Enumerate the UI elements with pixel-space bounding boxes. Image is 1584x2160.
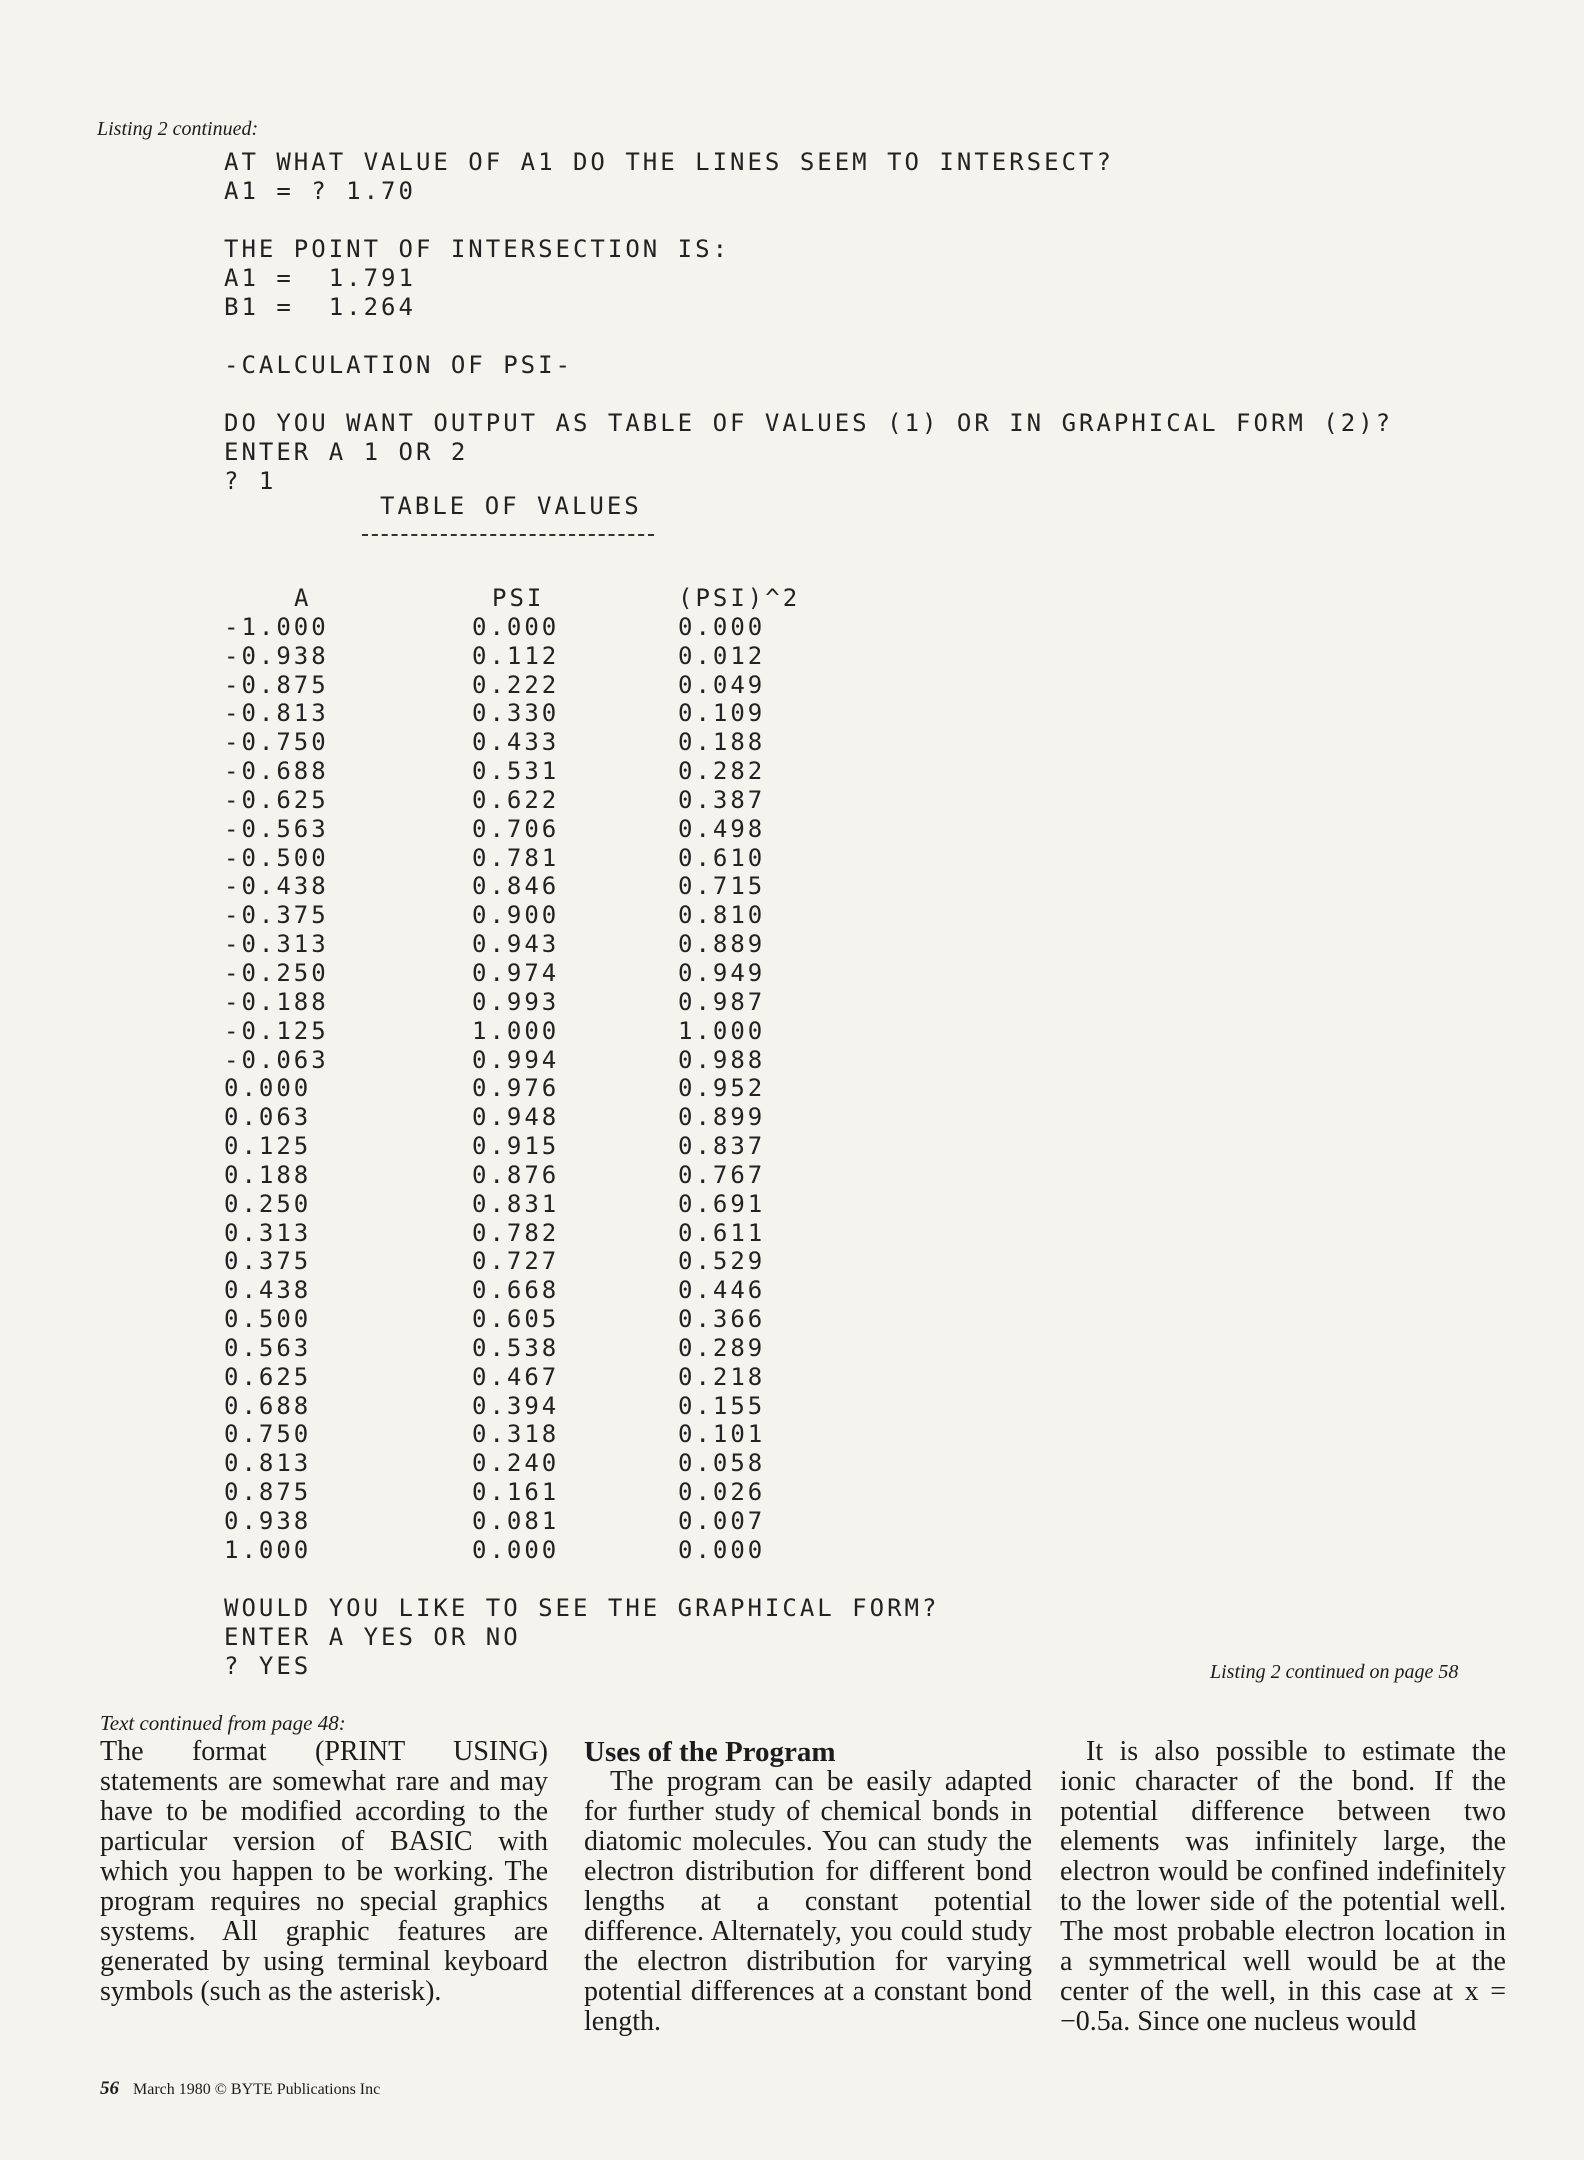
table-row	[224, 815, 818, 844]
cell-a: 0.688	[224, 1391, 312, 1420]
table-row	[224, 1507, 818, 1536]
listing-line: -CALCULATION OF PSI-	[224, 351, 573, 379]
cell-a: -0.688	[224, 757, 329, 786]
table-row	[224, 844, 818, 873]
table-row	[224, 1017, 818, 1046]
table-row	[224, 757, 818, 786]
cell-psi-squared: 0.988	[678, 1045, 766, 1074]
column-3-paragraph: It is also possible to estimate the ionic character of the bond. If the potential difference between two elements was infinitely large, the electron would be confined indefinitely to the lower side of the potential well. The most probable electron location in a symmetrical well would be at the center of the well, in this case at x = −0.5a. Since one nucleus would	[1060, 1736, 1506, 2037]
cell-a: 0.563	[224, 1333, 312, 1362]
cell-psi-squared: 0.026	[678, 1478, 766, 1507]
cell-psi-squared: 0.610	[678, 843, 766, 872]
cell-psi: 0.915	[472, 1132, 560, 1161]
cell-psi-squared: 0.498	[678, 814, 766, 843]
cell-a: 0.500	[224, 1305, 312, 1334]
cell-a: 0.313	[224, 1218, 312, 1247]
cell-psi-squared: 0.012	[678, 641, 766, 670]
cell-a: -0.375	[224, 901, 329, 930]
cell-psi-squared: 0.529	[678, 1247, 766, 1276]
cell-psi: 0.948	[472, 1103, 560, 1132]
cell-psi-squared: 0.987	[678, 987, 766, 1016]
table-row	[224, 930, 818, 959]
cell-psi: 0.831	[472, 1189, 560, 1218]
cell-psi-squared: 0.109	[678, 699, 766, 728]
cell-a: -0.438	[224, 872, 329, 901]
cell-a: -0.938	[224, 641, 329, 670]
listing-line: A1 = 1.791	[224, 264, 416, 292]
column-2	[584, 1737, 1032, 2037]
cell-psi: 0.222	[472, 670, 560, 699]
table-row	[224, 642, 818, 671]
cell-psi: 0.161	[472, 1478, 560, 1507]
column-3	[1060, 1737, 1506, 2037]
listing-line: AT WHAT VALUE OF A1 DO THE LINES SEEM TO INTERSECT?	[224, 148, 1114, 176]
cell-psi: 0.782	[472, 1218, 560, 1247]
cell-psi: 0.538	[472, 1333, 560, 1362]
cell-psi: 0.876	[472, 1160, 560, 1189]
cell-psi-squared: 0.101	[678, 1420, 766, 1449]
table-row	[224, 1334, 818, 1363]
cell-a: 0.125	[224, 1132, 312, 1161]
cell-a: -0.875	[224, 670, 329, 699]
table-row	[224, 1392, 818, 1421]
listing-line: ? YES	[224, 1652, 312, 1680]
cell-a: 0.188	[224, 1160, 312, 1189]
header-a: A	[294, 584, 312, 612]
values-table	[224, 584, 818, 1565]
cell-a: 0.063	[224, 1103, 312, 1132]
cell-psi: 0.000	[472, 612, 560, 641]
table-row	[224, 901, 818, 930]
cell-psi-squared: 0.810	[678, 901, 766, 930]
cell-a: 0.813	[224, 1449, 312, 1478]
cell-psi: 0.622	[472, 785, 560, 814]
cell-psi-squared: 0.387	[678, 785, 766, 814]
table-body	[224, 613, 818, 1565]
table-row	[224, 1247, 818, 1276]
cell-psi-squared: 0.952	[678, 1074, 766, 1103]
cell-a: 0.875	[224, 1478, 312, 1507]
cell-psi: 0.727	[472, 1247, 560, 1276]
cell-a: -0.063	[224, 1045, 329, 1074]
cell-psi: 0.993	[472, 987, 560, 1016]
listing-intro	[224, 148, 1393, 496]
cell-psi: 0.668	[472, 1276, 560, 1305]
cell-psi: 0.081	[472, 1507, 560, 1535]
table-row	[224, 1420, 818, 1449]
listing-line: ? 1	[224, 467, 277, 495]
cell-a: -0.188	[224, 987, 329, 1016]
listing-line: WOULD YOU LIKE TO SEE THE GRAPHICAL FORM?	[224, 1594, 940, 1622]
cell-psi-squared: 0.007	[678, 1507, 766, 1535]
cell-a: 0.000	[224, 1074, 312, 1103]
cell-a: -1.000	[224, 612, 329, 641]
table-row	[224, 1074, 818, 1103]
table-row	[224, 1103, 818, 1132]
table-row	[224, 1305, 818, 1334]
listing-line: A1 = ? 1.70	[224, 177, 416, 205]
listing-caption: Listing 2 continued:	[97, 118, 259, 140]
cell-psi: 0.531	[472, 757, 560, 786]
cell-psi-squared: 1.000	[678, 1016, 766, 1045]
table-row	[224, 671, 818, 700]
cell-psi: 0.974	[472, 958, 560, 987]
header-psi: PSI	[492, 584, 545, 612]
cell-psi-squared: 0.949	[678, 958, 766, 987]
cell-psi: 0.976	[472, 1074, 560, 1103]
cell-psi-squared: 0.058	[678, 1449, 766, 1478]
table-row	[224, 1478, 818, 1507]
cell-psi: 0.943	[472, 930, 560, 959]
cell-psi-squared: 0.155	[678, 1391, 766, 1420]
table-row	[224, 613, 818, 642]
listing-line: ENTER A YES OR NO	[224, 1623, 521, 1651]
column-1	[100, 1737, 548, 2007]
table-row	[224, 786, 818, 815]
cell-a: 0.750	[224, 1420, 312, 1449]
table-row	[224, 1190, 818, 1219]
cell-psi: 0.240	[472, 1449, 560, 1478]
cell-psi-squared: 0.282	[678, 757, 766, 786]
cell-psi-squared: 0.715	[678, 872, 766, 901]
cell-psi-squared: 0.691	[678, 1189, 766, 1218]
cell-psi-squared: 0.188	[678, 728, 766, 757]
cell-a: -0.125	[224, 1016, 329, 1045]
cell-psi-squared: 0.218	[678, 1362, 766, 1391]
text-continued-note: Text continued from page 48:	[100, 1711, 346, 1735]
listing-continued-caption: Listing 2 continued on page 58	[1210, 1661, 1459, 1683]
page-footer	[100, 2078, 380, 2100]
table-row	[224, 1046, 818, 1075]
cell-psi: 0.433	[472, 728, 560, 757]
listing-line: THE POINT OF INTERSECTION IS:	[224, 235, 731, 263]
table-row	[224, 988, 818, 1017]
table-row	[224, 1132, 818, 1161]
cell-a: -0.500	[224, 843, 329, 872]
table-row	[224, 1219, 818, 1248]
column-1-paragraph: The format (PRINT USING) statements are somewhat rare and may have to be modified according to the particular version of BASIC with which you happen to be working. The program requires no special graphics systems. All graphic features are generated by using terminal keyboard symbols (such as the asterisk).	[100, 1736, 548, 2007]
cell-a: 0.375	[224, 1247, 312, 1276]
cell-psi-squared: 0.767	[678, 1160, 766, 1189]
header-psi-squared: (PSI)^2	[678, 584, 801, 612]
cell-psi-squared: 0.837	[678, 1132, 766, 1161]
cell-psi-squared: 0.000	[678, 612, 766, 641]
cell-a: 0.250	[224, 1189, 312, 1218]
cell-psi: 0.318	[472, 1420, 560, 1449]
cell-psi-squared: 0.611	[678, 1218, 766, 1247]
cell-psi-squared: 0.366	[678, 1305, 766, 1334]
table-header-row	[224, 584, 818, 613]
footer-text: March 1980 © BYTE Publications Inc	[133, 2081, 381, 2098]
cell-psi: 0.846	[472, 872, 560, 901]
cell-a: 0.438	[224, 1276, 312, 1305]
listing-line: DO YOU WANT OUTPUT AS TABLE OF VALUES (1) OR IN GRAPHICAL FORM (2)?	[224, 409, 1394, 437]
table-row	[224, 1536, 818, 1565]
listing-line: B1 = 1.264	[224, 293, 416, 321]
cell-psi-squared: 0.049	[678, 670, 766, 699]
cell-psi-squared: 0.000	[678, 1535, 766, 1564]
cell-psi: 1.000	[472, 1016, 560, 1045]
listing-line: ENTER A 1 OR 2	[224, 438, 469, 466]
cell-psi-squared: 0.889	[678, 930, 766, 959]
table-row	[224, 959, 818, 988]
cell-psi-squared: 0.446	[678, 1276, 766, 1305]
cell-a: -0.813	[224, 699, 329, 728]
table-row	[224, 699, 818, 728]
cell-psi: 0.330	[472, 699, 560, 728]
cell-psi-squared: 0.899	[678, 1103, 766, 1132]
cell-a: -0.250	[224, 958, 329, 987]
cell-psi: 0.781	[472, 843, 560, 872]
table-row	[224, 1276, 818, 1305]
section-heading: Uses of the Program	[584, 1736, 836, 1768]
cell-a: -0.563	[224, 814, 329, 843]
cell-psi: 0.112	[472, 641, 560, 670]
cell-psi: 0.394	[472, 1391, 560, 1420]
table-row	[224, 728, 818, 757]
table-row	[224, 872, 818, 901]
cell-a: 1.000	[224, 1535, 312, 1564]
cell-a: -0.750	[224, 728, 329, 757]
table-title: TABLE OF VALUES	[380, 492, 642, 520]
table-row	[224, 1449, 818, 1478]
listing-outro	[224, 1594, 939, 1681]
table-title-underline	[362, 534, 654, 536]
cell-psi: 0.900	[472, 901, 560, 930]
cell-a: -0.625	[224, 785, 329, 814]
table-row	[224, 1161, 818, 1190]
cell-psi: 0.994	[472, 1045, 560, 1074]
table-row	[224, 1363, 818, 1392]
cell-a: 0.625	[224, 1362, 312, 1391]
cell-psi: 0.706	[472, 814, 560, 843]
cell-psi: 0.000	[472, 1535, 560, 1564]
page-number: 56	[100, 2078, 119, 2099]
cell-a: -0.313	[224, 930, 329, 959]
cell-psi: 0.467	[472, 1362, 560, 1391]
cell-psi-squared: 0.289	[678, 1333, 766, 1362]
cell-a: 0.938	[224, 1507, 312, 1535]
column-2-paragraph: The program can be easily adapted for further study of chemical bonds in diatomic molecules. You can study the electron distribution for different bond lengths at a constant potential difference. Alternately, you could study the electron distribution for varying potential differences at a constant bond length.	[584, 1766, 1032, 2037]
cell-psi: 0.605	[472, 1305, 560, 1334]
